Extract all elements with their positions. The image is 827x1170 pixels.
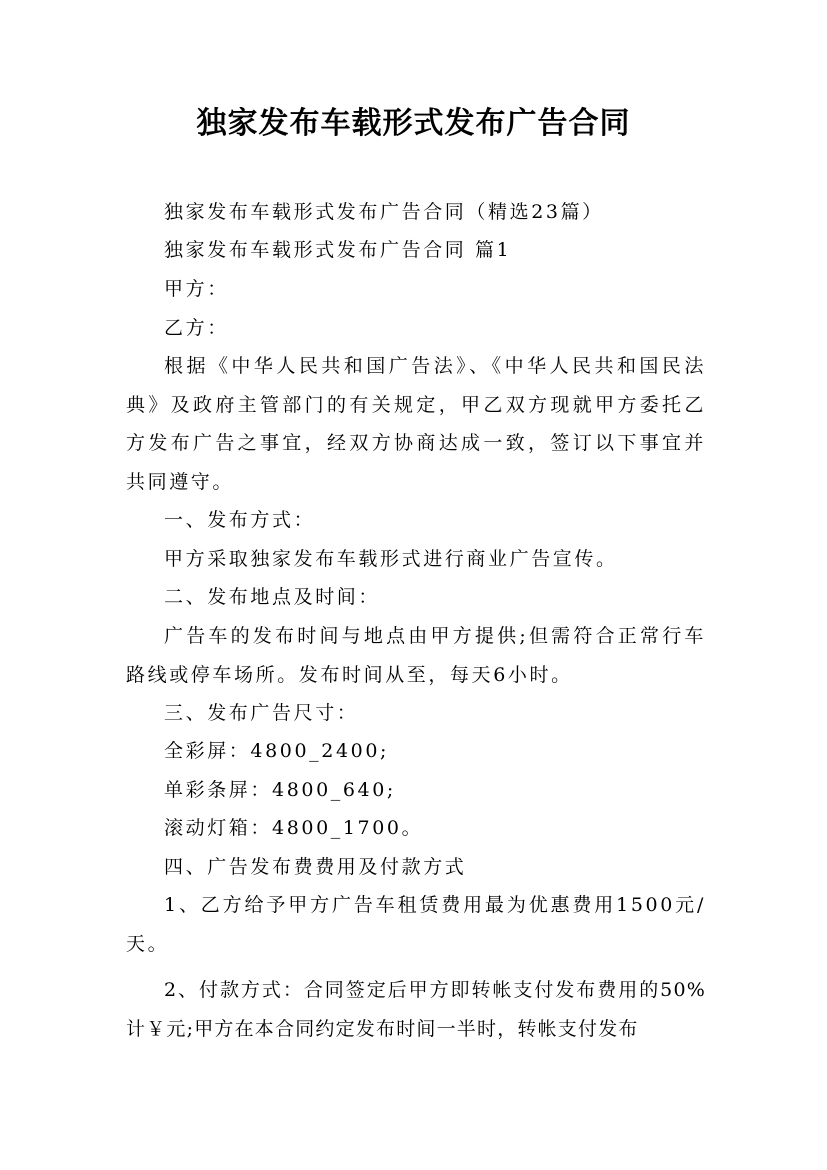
paragraph-subtitle: 独家发布车载形式发布广告合同（精选23篇） (164, 201, 604, 223)
paragraph-clause-2-heading: 二、发布地点及时间： (164, 586, 381, 608)
paragraph-size-singlecolor: 单彩条屏：4800_640; (164, 779, 396, 801)
paragraph-preamble: 根据《中华人民共和国广告法》、《中华人民共和国民法典》及政府主管部门的有关规定，甲乙双方现就甲方委托乙方发布广告之事宜，经双方协商达成一致，签订以下事宜并共同遵守。 (126, 355, 706, 493)
paragraph-clause-4-item-2: 2、付款方式：合同签定后甲方即转帐支付发布费用的50%计￥元;甲方在本合同约定发布时间一半时，转帐支付发布 (126, 979, 706, 1040)
document-title: 独家发布车载形式发布广告合同 (196, 106, 631, 141)
paragraph-size-fullcolor: 全彩屏：4800_2400; (164, 740, 390, 762)
paragraph-party-b: 乙方： (164, 317, 229, 339)
paragraph-clause-3-heading: 三、发布广告尺寸： (164, 702, 359, 724)
paragraph-section-heading: 独家发布车载形式发布广告合同 篇1 (164, 239, 512, 261)
paragraph-clause-4-item-1: 1、乙方给予甲方广告车租赁费用最为优惠费用1500元/天。 (126, 894, 706, 955)
paragraph-clause-1-body: 甲方采取独家发布车载形式进行商业广告宣传。 (164, 548, 618, 570)
paragraph-clause-4-heading: 四、广告发布费费用及付款方式 (164, 856, 467, 878)
paragraph-party-a: 甲方： (164, 278, 229, 300)
paragraph-size-lightbox: 滚动灯箱：4800_1700。 (164, 817, 424, 839)
paragraph-clause-1-heading: 一、发布方式： (164, 509, 316, 531)
paragraph-clause-2-body: 广告车的发布时间与地点由甲方提供;但需符合正常行车路线或停车场所。发布时间从至，每天6小时。 (126, 625, 706, 686)
